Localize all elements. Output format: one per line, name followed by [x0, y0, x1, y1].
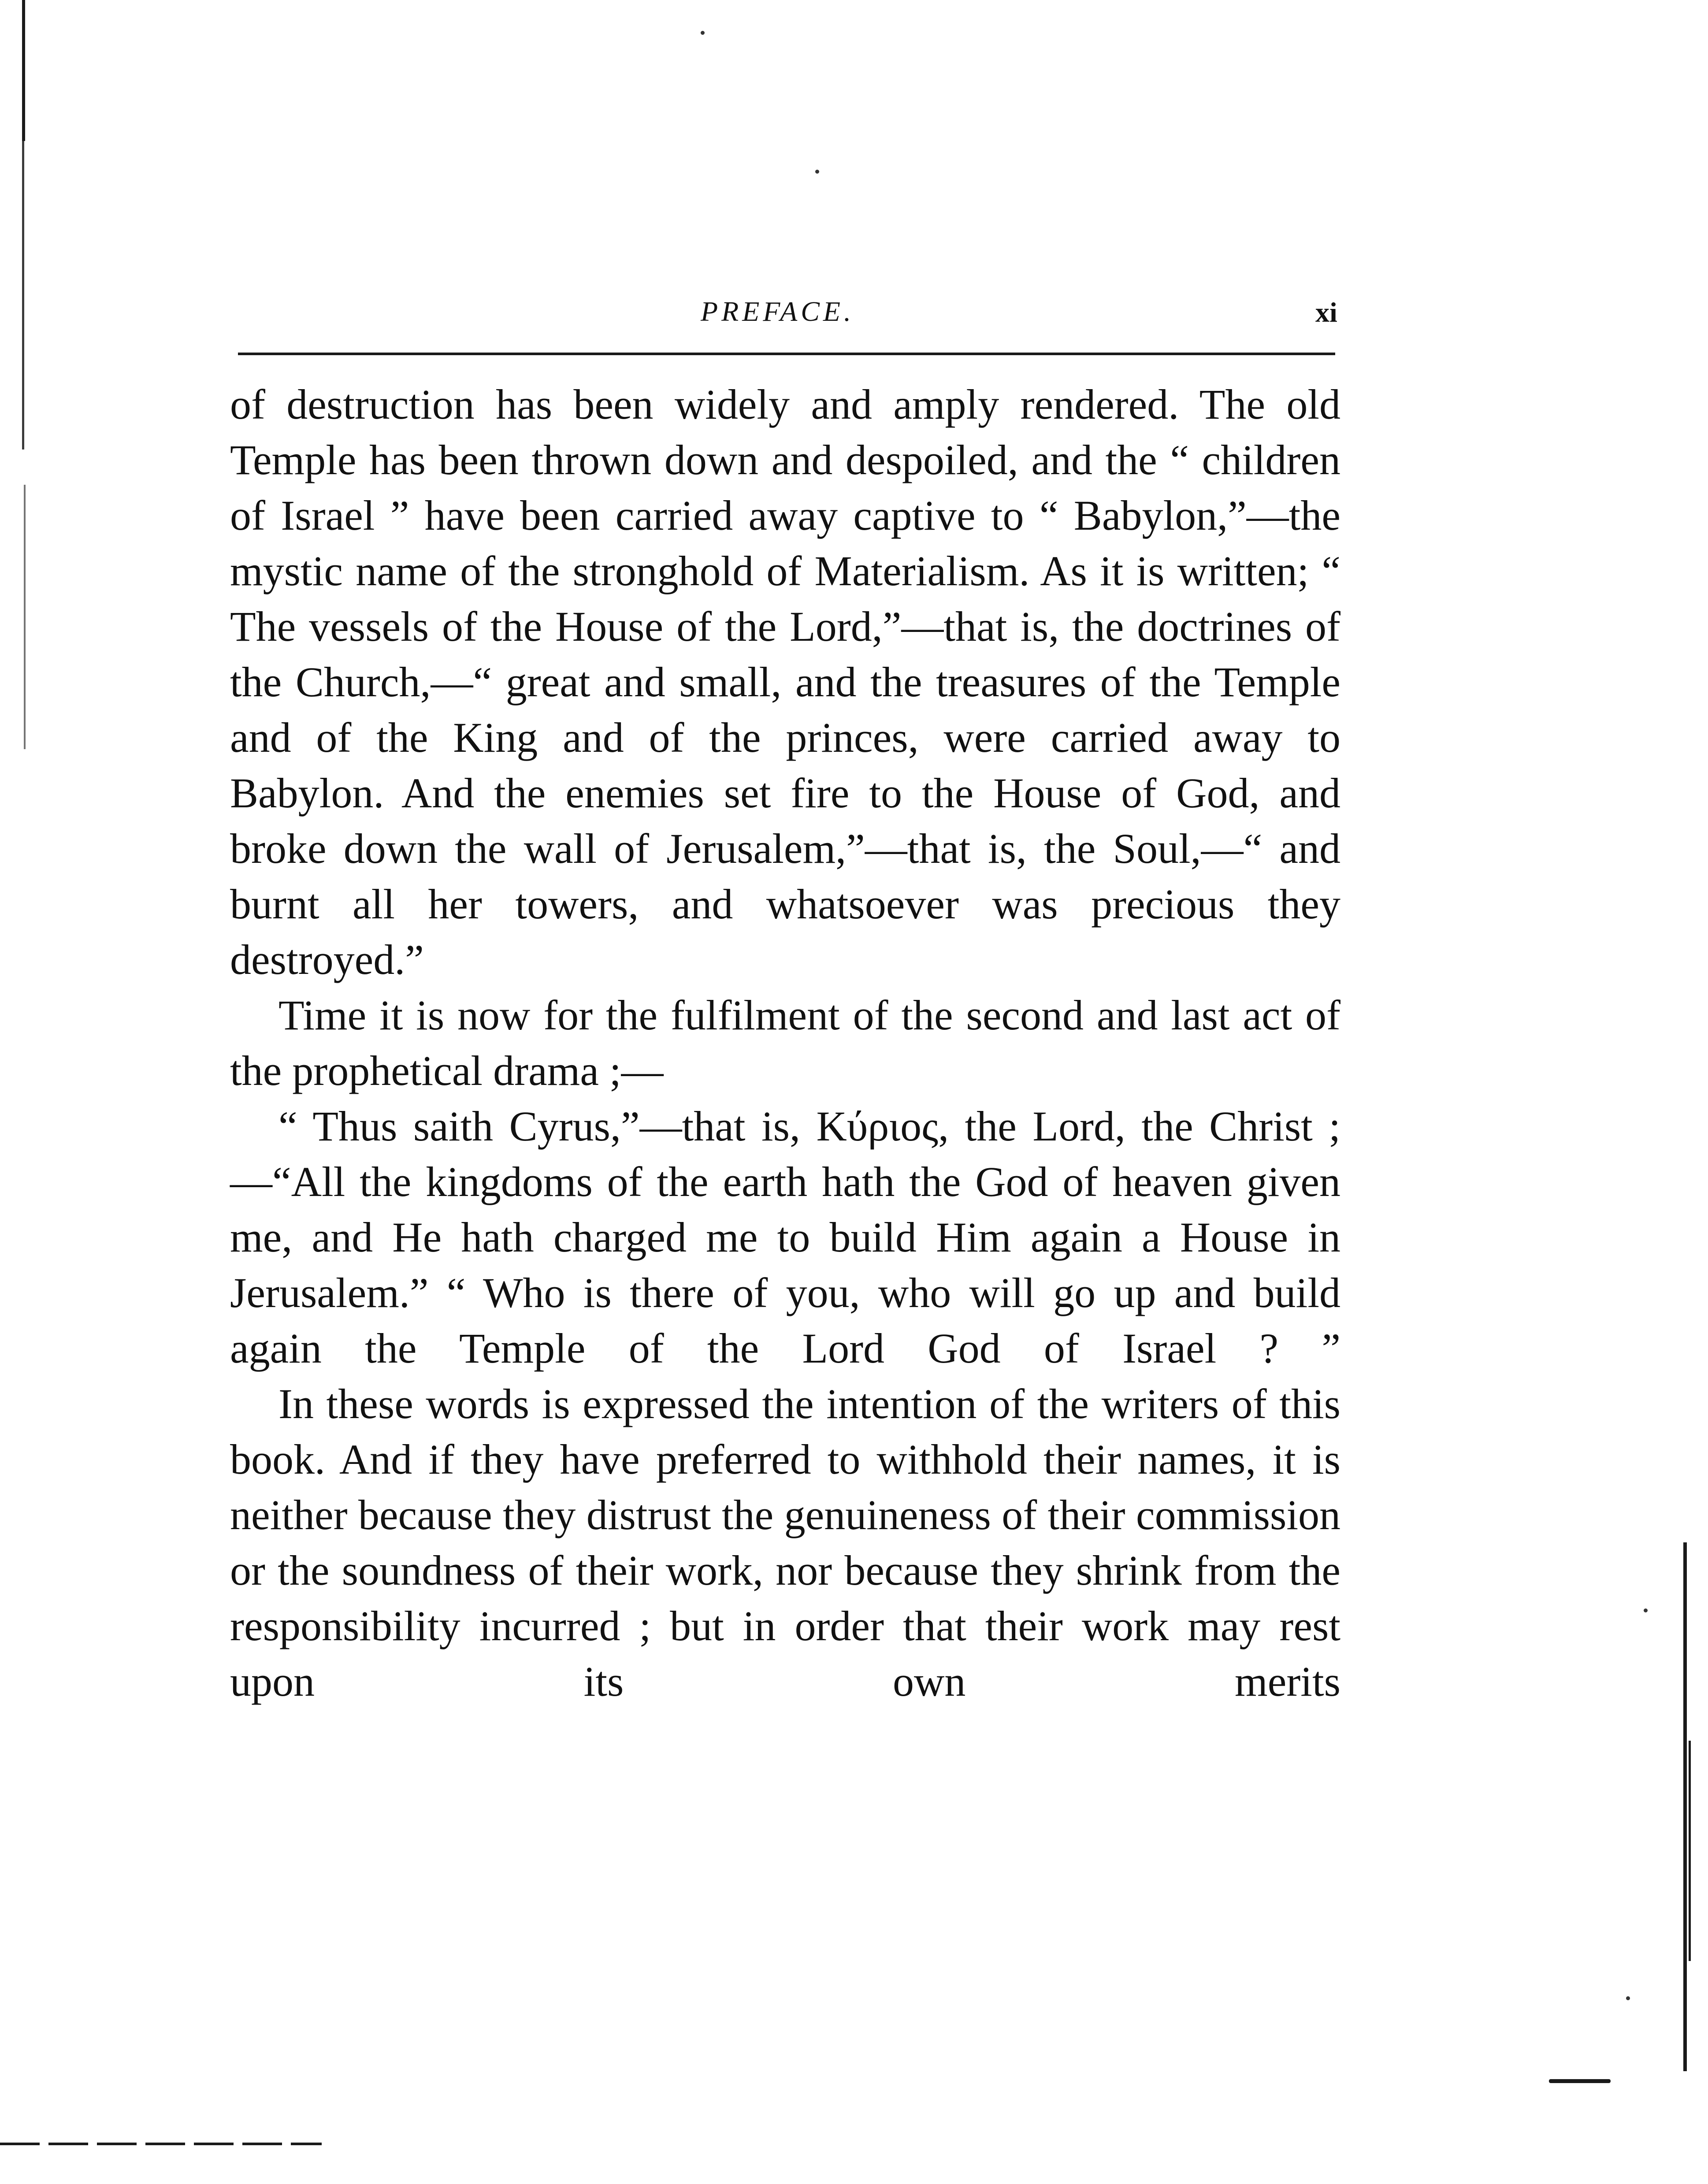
scan-edge-left-lower — [22, 141, 24, 449]
paragraph: In these words is expressed the intention of the writers of this book. And if they have preferred to withhold their names, it is neither because they distrust the genuineness of their commission or the soundness of their work, nor because they shrink from the responsibility incurred ; but in order that their work may rest upon its own merits — [230, 1380, 1340, 1705]
scan-edge-left-faint — [24, 485, 26, 749]
scan-speck — [701, 31, 705, 35]
scan-mark-bottom-right — [1549, 2079, 1611, 2083]
scan-speck — [1644, 1608, 1648, 1612]
scan-edge-bottom — [0, 2143, 322, 2145]
page-number: xi — [1315, 297, 1337, 328]
scan-edge-right-inner — [1689, 1741, 1691, 1961]
body-text — [230, 377, 1340, 1709]
scan-speck — [1626, 1996, 1630, 2000]
scan-edge-left — [22, 0, 25, 141]
scan-speck — [815, 170, 819, 174]
paragraph: “ Thus saith Cyrus,”—that is, Κύριος, the Lord, the Christ ;—“All the kingdoms of the earth hath the God of heaven given me, and He hath charged me to build Him again a House in Jerusalem.” “ Who is there of you, who will go up and build again the Temple of the Lord God of Israel ? ” — [230, 1103, 1340, 1372]
scan-edge-right — [1683, 1542, 1687, 2071]
running-head-title: PREFACE. — [701, 296, 854, 327]
paragraph: of destruction has been widely and amply rendered. The old Temple has been thrown down and despoiled, and the “ children of Israel ” have been carried away captive to “ Babylon,”—the mystic name of the stronghold of Materialism. As it is written; “ The vessels of the House of the Lord,”—that is, the doctrines of the Church,—“ great and small, and the treasures of the Temple and of the King and of the princes, were carried away to Babylon. And the enemies set fire to the House of God, and broke down the wall of Jerusalem,”—that is, the Soul,—“ and burnt all her towers, and whatsoever was precious they destroyed.” — [230, 381, 1340, 983]
running-head — [238, 295, 1340, 348]
paragraph: Time it is now for the fulfilment of the second and last act of the prophetical drama ;— — [230, 992, 1340, 1094]
header-rule — [238, 353, 1335, 355]
